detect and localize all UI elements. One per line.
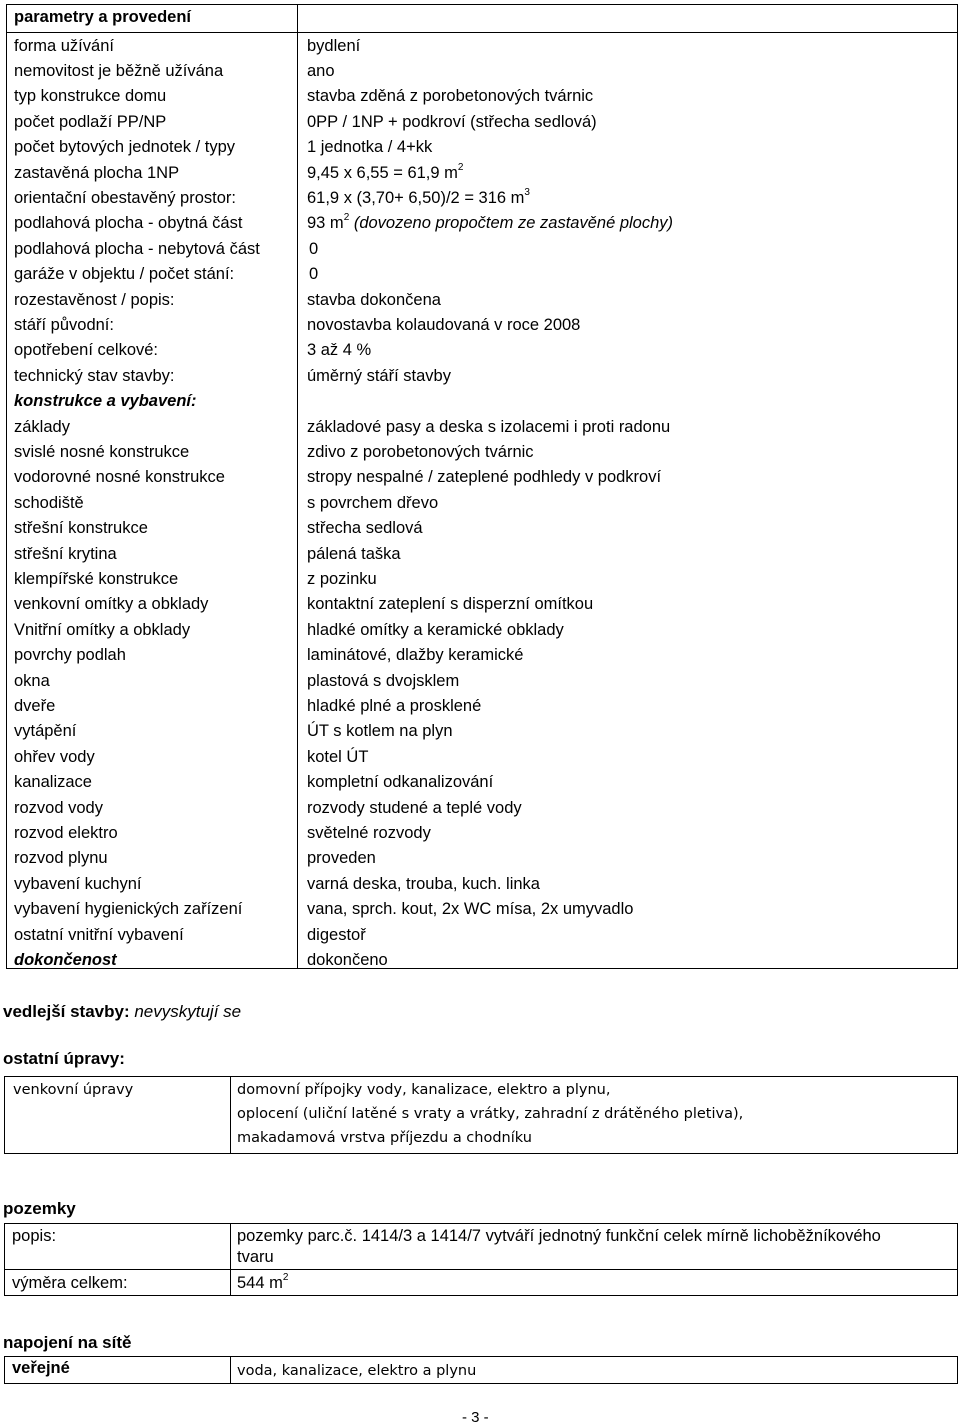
row-value-text: 1 jednotka / 4+kk [307, 138, 433, 157]
row-value-text: zdivo z porobetonových tvárnic [307, 442, 534, 461]
table-row [7, 643, 957, 668]
ostatni-line-1: domovní přípojky vody, kanalizace, elektro a plynu, [237, 1082, 611, 1098]
table-row [7, 719, 957, 744]
row-label: dokončenost [14, 950, 117, 969]
table-row [7, 567, 957, 592]
row-label: schodiště [14, 493, 84, 512]
row-value-text: úměrný stáří stavby [307, 366, 451, 385]
row-value [307, 516, 423, 541]
row-value [309, 237, 318, 262]
table-row [7, 313, 957, 338]
row-value-text: 61,9 x (3,70+ 6,50)/2 = 316 m [307, 188, 525, 207]
row-label: vybavení hygienických zařízení [14, 900, 243, 919]
vymera-label: výměra celkem: [12, 1274, 128, 1292]
row-value-sup: 2 [457, 161, 464, 173]
row-label: garáže v objektu / počet stání: [14, 265, 235, 284]
row-value [307, 288, 441, 313]
row-label: základy [14, 417, 70, 436]
row-value [307, 135, 432, 160]
row-value [307, 694, 481, 719]
table-row [7, 34, 957, 59]
row-value-text: kotel ÚT [307, 747, 369, 766]
row-label: Vnitřní omítky a obklady [14, 620, 191, 639]
row-value [307, 313, 580, 338]
napojeni-divider [230, 1357, 231, 1383]
pozemky-table [4, 1223, 958, 1296]
table-row [7, 516, 957, 541]
vedlejsi-heading [3, 1002, 241, 1022]
napojeni-value: voda, kanalizace, elektro a plynu [237, 1363, 477, 1379]
table-row [7, 923, 957, 948]
row-value-sup: 3 [524, 186, 530, 198]
table-row [7, 288, 957, 313]
row-value-note: (dovozeno propočtem ze zastavěné plochy) [349, 214, 674, 233]
row-value-text: laminátové, dlažby keramické [307, 646, 524, 665]
row-value-text: stropy nespalné / zateplené podhledy v podkroví [307, 468, 662, 487]
ostatni-heading: ostatní úpravy: [3, 1049, 125, 1068]
table-row [7, 872, 957, 897]
popis-label: popis: [12, 1227, 57, 1245]
row-value [307, 110, 597, 135]
row-value-text: stavba dokončena [307, 290, 441, 309]
popis-line-1: pozemky parc.č. 1414/3 a 1414/7 vytváří jednotný funkční celek mírně lichoběžníkového [237, 1227, 881, 1245]
row-value-text: 0PP / 1NP + podkroví (střecha sedlová) [307, 112, 597, 131]
row-label: rozvod elektro [14, 823, 118, 842]
table-header [7, 5, 957, 30]
table-row [7, 948, 957, 973]
row-value [307, 338, 371, 363]
row-label: klempířské konstrukce [14, 569, 179, 588]
ostatni-line-3: makadamová vrstva příjezdu a chodníku [237, 1130, 532, 1146]
row-label: konstrukce a vybavení: [14, 392, 197, 411]
row-value-text: ano [307, 61, 335, 80]
row-value-text: kontaktní zateplení s disperzní omítkou [307, 595, 594, 614]
row-value-text: dokončeno [307, 950, 388, 969]
row-value [307, 846, 376, 871]
row-value-sup: 2 [343, 212, 350, 224]
page-number: - 3 - [462, 1409, 489, 1426]
row-value [307, 669, 459, 694]
table-row [7, 796, 957, 821]
row-value-text: základové pasy a deska s izolacemi i proti radonu [307, 417, 671, 436]
row-label: podlahová plocha - nebytová část [14, 239, 260, 258]
table-row [7, 135, 957, 160]
row-value [307, 948, 388, 973]
table-row [7, 211, 957, 236]
row-value [307, 84, 593, 109]
row-label: počet bytových jednotek / typy [14, 138, 236, 157]
row-label: venkovní omítky a obklady [14, 595, 209, 614]
row-label: opotřebení celkové: [14, 341, 159, 360]
row-value-text: 93 m [307, 214, 344, 233]
row-value-text: kompletní odkanalizování [307, 773, 494, 792]
row-value-text: pálená taška [307, 544, 401, 563]
row-label: povrchy podlah [14, 646, 126, 665]
vymera-sup: 2 [282, 1272, 289, 1283]
row-label: ohřev vody [14, 747, 95, 766]
vedlejsi-value: nevyskytují se [129, 1002, 242, 1021]
row-value [307, 592, 593, 617]
row-value [307, 745, 368, 770]
ostatni-label: venkovní úpravy [13, 1082, 134, 1098]
row-value-text: světelné rozvody [307, 823, 431, 842]
napojeni-label: veřejné [12, 1359, 70, 1377]
row-value [307, 364, 451, 389]
row-label: střešní konstrukce [14, 519, 148, 538]
row-value-text: bydlení [307, 36, 361, 55]
row-value [307, 618, 564, 643]
row-value [307, 415, 670, 440]
napojeni-heading: napojení na sítě [3, 1333, 132, 1352]
row-value [307, 491, 438, 516]
table-row [7, 694, 957, 719]
row-value [307, 567, 377, 592]
table-row [7, 846, 957, 871]
row-value [307, 440, 534, 465]
row-label: rozestavěnost / popis: [14, 290, 175, 309]
row-value-text: 9,45 x 6,55 = 61,9 m [307, 163, 458, 182]
row-value-text: novostavba kolaudovaná v roce 2008 [307, 315, 581, 334]
table-row [7, 262, 957, 287]
table-row [7, 338, 957, 363]
row-value-text: stavba zděná z porobetonových tvárnic [307, 87, 594, 106]
row-value-text: střecha sedlová [307, 519, 423, 538]
row-value-text: 0 [309, 265, 319, 284]
row-value [309, 262, 318, 287]
row-label: ostatní vnitřní vybavení [14, 925, 184, 944]
row-value [307, 211, 673, 236]
pozemky-heading: pozemky [3, 1199, 76, 1218]
row-label: kanalizace [14, 773, 92, 792]
row-value [307, 923, 366, 948]
row-label: technický stav stavby: [14, 366, 175, 385]
row-value-text: plastová s dvojsklem [307, 671, 460, 690]
row-value [307, 465, 661, 490]
table-row [7, 364, 957, 389]
row-label: nemovitost je běžně užívána [14, 61, 224, 80]
table-row [7, 59, 957, 84]
row-label: dveře [14, 696, 56, 715]
row-value-text: proveden [307, 849, 376, 868]
row-value [307, 34, 360, 59]
table-row [7, 237, 957, 262]
vymera-value [237, 1274, 288, 1293]
row-label: podlahová plocha - obytná část [14, 214, 243, 233]
row-value [307, 186, 530, 211]
row-label: počet podlaží PP/NP [14, 112, 167, 131]
pozemky-row-divider [5, 1269, 957, 1270]
row-value [307, 796, 522, 821]
row-label: svislé nosné konstrukce [14, 442, 190, 461]
table-row [7, 389, 957, 414]
row-value [307, 643, 523, 668]
row-value [307, 821, 431, 846]
row-value-text: 0 [309, 239, 319, 258]
napojeni-table [4, 1356, 958, 1384]
table-row [7, 415, 957, 440]
table-row [7, 669, 957, 694]
ostatni-table [4, 1076, 958, 1154]
row-value [307, 872, 540, 897]
vedlejsi-heading-label: vedlejší stavby: [3, 1002, 130, 1021]
table-row [7, 821, 957, 846]
vymera-number: 544 m [237, 1274, 283, 1292]
row-value-text: rozvody studené a teplé vody [307, 798, 522, 817]
row-label: vytápění [14, 722, 77, 741]
row-value [307, 161, 463, 186]
row-value-text: s povrchem dřevo [307, 493, 439, 512]
row-label: vodorovné nosné konstrukce [14, 468, 225, 487]
table-header-label: parametry a provedení [14, 8, 191, 26]
row-value-text: digestoř [307, 925, 366, 944]
row-value [307, 897, 633, 922]
row-value [307, 719, 453, 744]
table-row [7, 491, 957, 516]
row-label: rozvod plynu [14, 849, 108, 868]
table-row [7, 592, 957, 617]
table-row [7, 440, 957, 465]
row-label: stáří původní: [14, 315, 114, 334]
row-value-text: hladké omítky a keramické obklady [307, 620, 564, 639]
table-row [7, 84, 957, 109]
row-value-text: vana, sprch. kout, 2x WC mísa, 2x umyvadlo [307, 900, 634, 919]
row-value-text: hladké plné a prosklené [307, 696, 482, 715]
row-value [307, 59, 335, 84]
row-label: orientační obestavěný prostor: [14, 188, 236, 207]
table-row [7, 542, 957, 567]
row-value-text: 3 až 4 % [307, 341, 372, 360]
ostatni-divider [230, 1077, 231, 1153]
table-row [7, 897, 957, 922]
popis-line-2: tvaru [237, 1248, 274, 1266]
parameters-table [6, 4, 958, 969]
table-row [7, 618, 957, 643]
row-label: typ konstrukce domu [14, 87, 167, 106]
table-row [7, 110, 957, 135]
row-value [307, 770, 493, 795]
row-label: okna [14, 671, 50, 690]
row-value-text: ÚT s kotlem na plyn [307, 722, 453, 741]
ostatni-line-2: oplocení (uliční latěné s vraty a vrátky, zahradní z drátěného pletiva), [237, 1106, 744, 1122]
row-value-text: varná deska, trouba, kuch. linka [307, 874, 540, 893]
table-row [7, 745, 957, 770]
table-row [7, 465, 957, 490]
row-label: zastavěná plocha 1NP [14, 163, 180, 182]
row-label: forma užívání [14, 36, 114, 55]
table-row [7, 161, 957, 186]
row-label: vybavení kuchyní [14, 874, 142, 893]
row-value-text: z pozinku [307, 569, 377, 588]
table-row [7, 186, 957, 211]
row-value [307, 542, 401, 567]
row-label: rozvod vody [14, 798, 103, 817]
table-row [7, 770, 957, 795]
pozemky-divider [230, 1224, 231, 1295]
row-label: střešní krytina [14, 544, 117, 563]
